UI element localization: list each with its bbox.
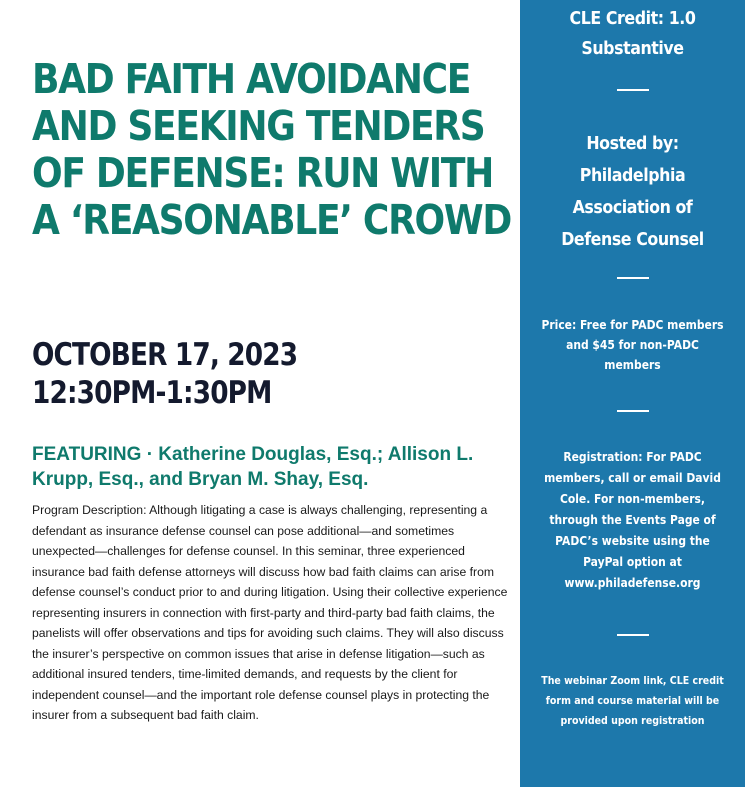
event-date: OCTOBER 17, 2023 (32, 337, 298, 373)
registration-info (539, 446, 726, 593)
host-name-line: Defense Counsel (561, 229, 704, 250)
divider (617, 277, 649, 279)
divider (617, 634, 649, 636)
registration-text: Registration: For PADC members, call or email David Cole. For non-members, through the Events Page of PADC’s website using the PayPal option at (544, 449, 721, 569)
hosted-label: Hosted by: (586, 133, 679, 154)
hosted-by (537, 128, 728, 256)
divider (617, 410, 649, 412)
webinar-note: The webinar Zoom link, CLE credit form and course material will be provided upon registration (541, 674, 724, 727)
website-link[interactable]: www.philadefense.org (564, 575, 701, 590)
host-name-line: Association of (572, 197, 693, 218)
event-time: 12:30PM-1:30PM (32, 375, 272, 411)
price-info: Price: Free for PADC members and $45 for non-PADC members (541, 317, 724, 372)
event-datetime (32, 336, 297, 412)
info-sidebar (520, 0, 745, 787)
cle-credit-line: CLE Credit: 1.0 (569, 8, 696, 29)
cle-credit (537, 4, 728, 64)
host-name-line: Philadelphia (579, 165, 686, 186)
divider (617, 89, 649, 91)
cle-type-line: Substantive (581, 38, 684, 59)
program-description: Program Description: Although litigating a case is always challenging, representing a defendant as insurance defense counsel can pose additional—and sometimes unexpected—challenges for defense counsel. In this seminar, three experienced insurance bad faith defense attorneys will discuss how bad faith claims can arise from defense counsel’s conduct prior to and during litigation. Using their collective experience representing insurers in connection with first-party and third-party bad faith claims, the panelists will offer observations and tips for avoiding such claims. They will also discuss the insurer’s perspective on common issues that arise in defense litigation—such as additional insured tenders, time-limited demands, and requests by the client for independent counsel—and the important role defense counsel plays in protecting the insurer from a subsequent bad faith claim. (32, 503, 508, 722)
event-title: BAD FAITH AVOIDANCE AND SEEKING TENDERS OF DEFENSE: RUN WITH A ‘REASONABLE’ CROWD (32, 55, 512, 244)
featuring-speakers: FEATURING · Katherine Douglas, Esq.; Allison L. Krupp, Esq., and Bryan M. Shay, Esq. (32, 444, 474, 490)
